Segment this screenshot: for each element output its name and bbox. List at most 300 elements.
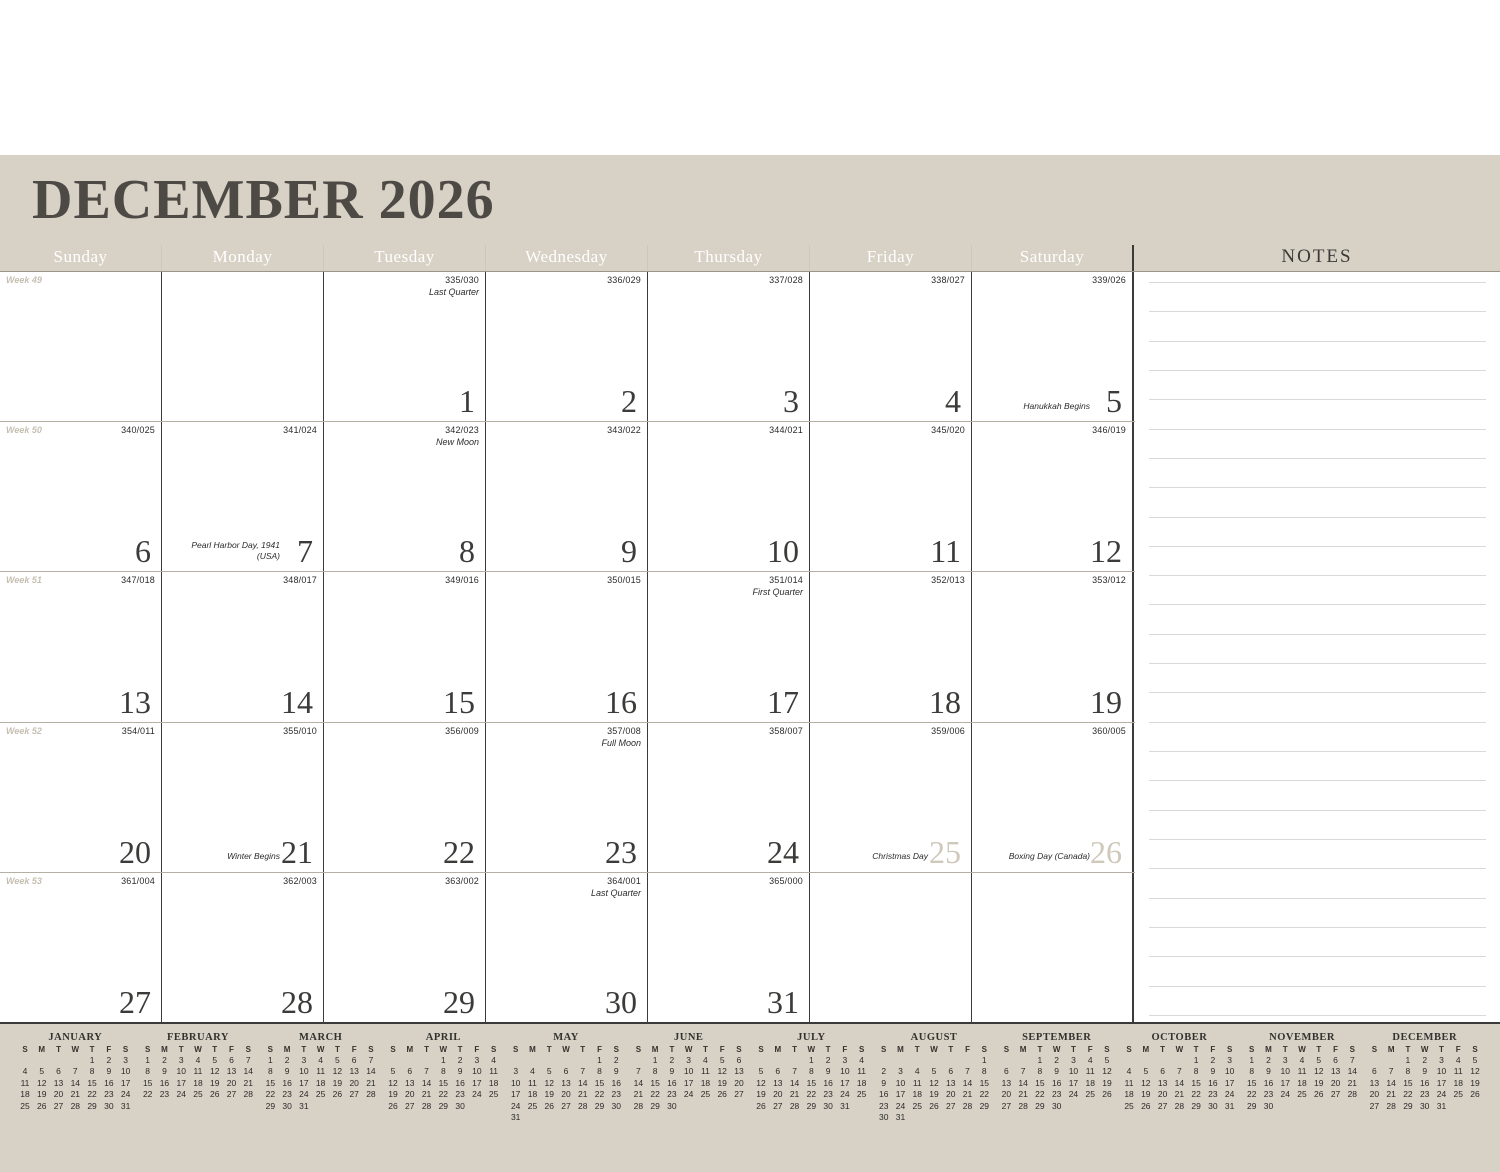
mini-month-weeks bbox=[630, 1055, 747, 1112]
mini-month-title: MARCH bbox=[299, 1032, 343, 1043]
day-cell[interactable] bbox=[486, 572, 648, 721]
mini-weekday-initial: F bbox=[965, 1045, 970, 1054]
mini-day-number: 12 bbox=[544, 1077, 554, 1088]
mini-weekday-initial: T bbox=[1282, 1045, 1288, 1054]
mini-day-number: 12 bbox=[717, 1066, 727, 1077]
mini-day-number bbox=[1368, 1055, 1380, 1066]
mini-weekday-initial: F bbox=[1333, 1045, 1338, 1054]
mini-day-number: 14 bbox=[633, 1077, 644, 1088]
mini-day-number: 5 bbox=[39, 1066, 45, 1077]
moon-phase-label: Last Quarter bbox=[428, 287, 479, 297]
moon-phase-label: Full Moon bbox=[601, 737, 641, 748]
mini-day-number: 24 bbox=[120, 1089, 131, 1100]
mini-day-number: 29 bbox=[438, 1100, 449, 1111]
mini-day-number: 17 bbox=[1224, 1077, 1235, 1088]
mini-weekday-initial: T bbox=[914, 1045, 920, 1054]
mini-week-row bbox=[753, 1089, 870, 1100]
mini-day-number: 1 bbox=[1405, 1055, 1411, 1065]
mini-week-row bbox=[508, 1078, 625, 1089]
day-cell[interactable] bbox=[162, 873, 324, 1022]
mini-weekday-initial: W bbox=[71, 1045, 80, 1054]
day-number: 9 bbox=[621, 533, 637, 570]
mini-day-number: 29 bbox=[594, 1100, 605, 1111]
notes-line bbox=[1149, 604, 1486, 605]
mini-day-number: 25 bbox=[1297, 1089, 1307, 1100]
mini-day-number: 12 bbox=[1141, 1077, 1151, 1088]
mini-weekday-initial: S bbox=[1472, 1045, 1478, 1054]
mini-day-number: 29 bbox=[1035, 1100, 1045, 1111]
day-cell[interactable] bbox=[0, 422, 162, 571]
mini-day-number: 22 bbox=[1191, 1089, 1201, 1100]
mini-day-number: 17 bbox=[1280, 1077, 1290, 1088]
mini-day-number: 6 bbox=[1372, 1066, 1377, 1077]
mini-day-number: 10 bbox=[472, 1066, 482, 1077]
mini-day-number: 22 bbox=[1246, 1089, 1257, 1100]
mini-day-number: 24 bbox=[472, 1089, 482, 1100]
mini-day-number: 19 bbox=[388, 1089, 398, 1100]
day-cell[interactable] bbox=[324, 572, 486, 721]
day-cell-empty bbox=[0, 272, 162, 421]
mini-weekday-initial: M bbox=[651, 1045, 659, 1054]
mini-day-number: 4 bbox=[530, 1066, 535, 1077]
mini-week-row bbox=[998, 1101, 1115, 1112]
mini-weekday-initial: S bbox=[513, 1045, 519, 1054]
day-cell[interactable] bbox=[324, 422, 486, 571]
mini-weekday-initial: T bbox=[1037, 1045, 1043, 1054]
mini-day-number bbox=[978, 1112, 990, 1123]
notes-panel[interactable] bbox=[1135, 272, 1500, 1024]
mini-day-number: 6 bbox=[775, 1066, 781, 1077]
mini-day-number: 23 bbox=[1051, 1089, 1062, 1100]
mini-day-number: 8 bbox=[597, 1066, 602, 1077]
notes-line bbox=[1149, 517, 1486, 518]
mini-day-number: 21 bbox=[366, 1077, 376, 1088]
mini-day-number: 28 bbox=[578, 1100, 588, 1111]
mini-day-number: 12 bbox=[388, 1077, 398, 1088]
mini-day-number: 23 bbox=[282, 1089, 292, 1100]
mini-day-number: 18 bbox=[856, 1077, 867, 1088]
mini-day-number: 7 bbox=[965, 1066, 970, 1077]
moon-phase-label: Last Quarter bbox=[590, 887, 641, 898]
day-number: 24 bbox=[767, 833, 799, 870]
mini-day-number: 19 bbox=[929, 1089, 939, 1100]
notes-line bbox=[1149, 751, 1486, 752]
mini-day-number: 25 bbox=[1085, 1089, 1095, 1100]
mini-day-number: 29 bbox=[265, 1100, 276, 1111]
weekday-header-friday: Friday bbox=[810, 245, 972, 271]
mini-day-number: 17 bbox=[840, 1077, 850, 1088]
mini-day-number: 5 bbox=[719, 1055, 725, 1065]
mini-day-number: 26 bbox=[210, 1089, 220, 1100]
mini-weekday-initial: W bbox=[1298, 1045, 1306, 1054]
julian-date: 353/012 bbox=[1092, 575, 1126, 586]
mini-day-number: 10 bbox=[120, 1066, 131, 1077]
julian-date: 341/024 bbox=[283, 425, 317, 436]
mini-day-number: 21 bbox=[789, 1089, 800, 1100]
julian-date: 358/007 bbox=[769, 725, 803, 736]
notes-header: NOTES bbox=[1281, 246, 1353, 267]
mini-day-number: 6 bbox=[229, 1055, 234, 1065]
mini-day-number: 11 bbox=[193, 1066, 203, 1077]
mini-day-number bbox=[526, 1112, 538, 1123]
mini-day-number: 23 bbox=[611, 1089, 622, 1100]
julian-date: 355/010 bbox=[283, 725, 317, 736]
mini-day-number: 21 bbox=[1174, 1089, 1185, 1100]
mini-day-number bbox=[878, 1055, 890, 1066]
mini-week-row bbox=[630, 1101, 747, 1112]
mini-weekday-initial: T bbox=[1316, 1045, 1322, 1054]
day-cell[interactable] bbox=[972, 723, 1134, 872]
julian-date: 335/030 bbox=[445, 275, 479, 285]
mini-day-number: 8 bbox=[808, 1066, 814, 1077]
mini-day-number: 3 bbox=[513, 1066, 519, 1077]
mini-day-number: 25 bbox=[193, 1089, 203, 1100]
mini-day-number bbox=[610, 1112, 622, 1123]
day-cell[interactable] bbox=[324, 723, 486, 872]
mini-week-row bbox=[1121, 1089, 1238, 1100]
mini-day-number: 3 bbox=[1227, 1055, 1232, 1065]
mini-day-number bbox=[387, 1055, 399, 1066]
mini-month-title: JUNE bbox=[673, 1032, 704, 1043]
mini-day-number: 14 bbox=[1174, 1077, 1185, 1088]
mini-day-number: 27 bbox=[773, 1100, 783, 1111]
mini-day-number: 26 bbox=[388, 1100, 398, 1111]
mini-weekday-initial: T bbox=[580, 1045, 586, 1054]
mini-day-number: 24 bbox=[683, 1089, 694, 1100]
mini-day-number: 15 bbox=[142, 1077, 153, 1088]
day-cell[interactable] bbox=[648, 272, 810, 421]
mini-day-number: 9 bbox=[669, 1066, 675, 1077]
mini-day-number: 1 bbox=[981, 1055, 987, 1065]
mini-day-number: 23 bbox=[823, 1089, 833, 1100]
mini-day-number: 6 bbox=[351, 1055, 357, 1065]
mini-day-number: 3 bbox=[474, 1055, 480, 1065]
notes-line bbox=[1149, 575, 1486, 576]
mini-day-number: 8 bbox=[1037, 1066, 1043, 1077]
day-cell-empty bbox=[810, 873, 972, 1022]
notes-line bbox=[1149, 898, 1486, 899]
mini-weekday-initial: T bbox=[56, 1045, 61, 1054]
mini-day-number: 26 bbox=[37, 1100, 47, 1111]
mini-day-number: 30 bbox=[1051, 1100, 1062, 1111]
mini-day-number bbox=[365, 1101, 377, 1112]
mini-week-row bbox=[1121, 1078, 1238, 1089]
mini-day-number: 3 bbox=[1439, 1055, 1444, 1065]
mini-weekday-initial: T bbox=[178, 1045, 184, 1054]
calendar-week-row bbox=[0, 572, 1135, 722]
mini-day-number: 30 bbox=[455, 1100, 465, 1111]
notes-line bbox=[1149, 722, 1486, 723]
mini-day-number: 22 bbox=[594, 1089, 605, 1100]
weekday-header-row bbox=[0, 245, 1500, 272]
mini-day-number: 18 bbox=[20, 1089, 30, 1100]
mini-weekday-initial: T bbox=[334, 1045, 340, 1054]
mini-week-row bbox=[508, 1055, 625, 1066]
mini-day-number: 28 bbox=[789, 1100, 800, 1111]
mini-day-number: 4 bbox=[859, 1055, 864, 1065]
day-cell[interactable] bbox=[648, 422, 810, 571]
mini-weekday-initial: T bbox=[212, 1045, 218, 1054]
day-cell[interactable] bbox=[162, 572, 324, 721]
mini-day-number: 11 bbox=[857, 1066, 867, 1077]
mini-day-number: 27 bbox=[561, 1100, 571, 1111]
day-cell[interactable] bbox=[810, 723, 972, 872]
mini-day-number: 9 bbox=[825, 1066, 831, 1077]
day-cell[interactable] bbox=[810, 422, 972, 571]
mini-day-number: 13 bbox=[734, 1066, 744, 1077]
mini-week-row bbox=[1366, 1101, 1483, 1112]
mini-day-number: 21 bbox=[633, 1089, 644, 1100]
mini-day-number: 12 bbox=[37, 1077, 47, 1088]
mini-day-number: 14 bbox=[789, 1077, 800, 1088]
mini-day-number: 25 bbox=[527, 1100, 538, 1111]
day-cell[interactable] bbox=[162, 723, 324, 872]
mini-day-number: 11 bbox=[316, 1066, 326, 1077]
mini-month-weekday-row bbox=[876, 1045, 993, 1054]
mini-day-number bbox=[962, 1055, 974, 1066]
day-cell[interactable] bbox=[486, 723, 648, 872]
mini-month-title: APRIL bbox=[425, 1032, 461, 1043]
mini-week-row bbox=[753, 1055, 870, 1066]
day-number: 22 bbox=[443, 833, 475, 870]
notes-line bbox=[1149, 429, 1486, 430]
mini-day-number: 22 bbox=[438, 1089, 449, 1100]
mini-day-number: 8 bbox=[440, 1066, 446, 1077]
mini-day-number: 14 bbox=[1347, 1066, 1358, 1077]
mini-day-number: 28 bbox=[243, 1089, 253, 1100]
mini-day-number: 19 bbox=[332, 1077, 343, 1088]
mini-day-number: 12 bbox=[332, 1066, 343, 1077]
mini-week-row bbox=[17, 1066, 134, 1077]
mini-day-number: 27 bbox=[1157, 1100, 1168, 1111]
mini-day-number: 1 bbox=[89, 1055, 95, 1065]
mini-weekday-initial: S bbox=[1371, 1045, 1378, 1054]
mini-week-row bbox=[876, 1101, 993, 1112]
notes-line bbox=[1149, 927, 1486, 928]
mini-day-number: 28 bbox=[1386, 1100, 1396, 1111]
mini-day-number: 20 bbox=[1330, 1077, 1341, 1088]
day-cell[interactable] bbox=[0, 723, 162, 872]
mini-weekday-initial: F bbox=[229, 1045, 234, 1054]
mini-day-number bbox=[894, 1055, 906, 1066]
week-number-label: Week 50 bbox=[6, 425, 42, 436]
mini-day-number: 18 bbox=[1453, 1077, 1463, 1088]
day-number: 31 bbox=[767, 984, 799, 1021]
mini-day-number: 27 bbox=[226, 1089, 237, 1100]
mini-month-title: NOVEMBER bbox=[1269, 1032, 1335, 1043]
mini-day-number: 7 bbox=[792, 1066, 797, 1077]
mini-month-title: AUGUST bbox=[910, 1032, 958, 1043]
day-cell[interactable] bbox=[972, 272, 1134, 421]
day-cell[interactable] bbox=[324, 272, 486, 421]
mini-day-number bbox=[1157, 1055, 1169, 1066]
mini-day-number: 10 bbox=[176, 1066, 186, 1077]
day-number: 2 bbox=[621, 383, 637, 420]
mini-day-number: 2 bbox=[613, 1055, 619, 1065]
mini-weekday-initial: S bbox=[1126, 1045, 1132, 1054]
mini-day-number bbox=[488, 1101, 500, 1112]
mini-day-number: 28 bbox=[962, 1100, 973, 1111]
mini-day-number: 24 bbox=[1068, 1089, 1079, 1100]
julian-date: 342/023 bbox=[445, 425, 479, 436]
day-cell[interactable] bbox=[162, 422, 324, 571]
weekday-header-sunday: Sunday bbox=[0, 245, 162, 271]
mini-day-number: 19 bbox=[37, 1089, 47, 1100]
mini-day-number: 28 bbox=[421, 1100, 432, 1111]
mini-day-number: 13 bbox=[349, 1066, 359, 1077]
mini-day-number bbox=[1313, 1101, 1325, 1112]
day-cell[interactable] bbox=[486, 272, 648, 421]
mini-week-row bbox=[17, 1078, 134, 1089]
julian-date: 337/028 bbox=[769, 275, 803, 285]
mini-day-number: 18 bbox=[193, 1077, 203, 1088]
mini-day-number: 2 bbox=[669, 1055, 675, 1065]
mini-day-number bbox=[755, 1055, 767, 1066]
day-number: 13 bbox=[119, 683, 151, 720]
mini-day-number: 27 bbox=[405, 1100, 415, 1111]
mini-day-number: 17 bbox=[120, 1077, 131, 1088]
julian-date: 357/008 bbox=[607, 725, 641, 736]
mini-day-number: 11 bbox=[1297, 1066, 1307, 1077]
julian-date: 354/011 bbox=[121, 725, 155, 736]
mini-week-row bbox=[876, 1112, 993, 1123]
mini-day-number: 4 bbox=[22, 1066, 28, 1077]
mini-day-number: 31 bbox=[840, 1100, 850, 1111]
week-number-label: Week 51 bbox=[6, 575, 42, 586]
notes-line bbox=[1149, 1015, 1486, 1016]
mini-weekday-initial: M bbox=[1019, 1045, 1027, 1054]
mini-day-number: 27 bbox=[734, 1089, 744, 1100]
day-cell[interactable] bbox=[648, 873, 810, 1022]
julian-date: 343/022 bbox=[607, 425, 641, 436]
notes-line bbox=[1149, 986, 1486, 987]
mini-day-number: 24 bbox=[1280, 1089, 1290, 1100]
day-cell-empty bbox=[972, 873, 1134, 1022]
day-cell[interactable] bbox=[810, 572, 972, 721]
mini-week-row bbox=[753, 1101, 870, 1112]
day-cell[interactable] bbox=[0, 873, 162, 1022]
mini-week-row bbox=[876, 1055, 993, 1066]
mini-day-number: 23 bbox=[159, 1089, 170, 1100]
mini-day-number: 29 bbox=[650, 1100, 660, 1111]
mini-week-row bbox=[140, 1055, 257, 1066]
day-cell[interactable] bbox=[324, 873, 486, 1022]
mini-week-row bbox=[262, 1101, 379, 1112]
day-cell[interactable] bbox=[648, 572, 810, 721]
day-cell[interactable] bbox=[486, 873, 648, 1022]
mini-day-number: 5 bbox=[1104, 1055, 1110, 1065]
mini-week-row bbox=[508, 1066, 625, 1077]
mini-day-number: 12 bbox=[1470, 1066, 1480, 1077]
mini-day-number: 20 bbox=[1369, 1089, 1380, 1100]
mini-day-number: 2 bbox=[1266, 1055, 1271, 1065]
mini-day-number: 24 bbox=[1224, 1089, 1235, 1100]
julian-date: 339/026 bbox=[1092, 275, 1126, 285]
mini-day-number bbox=[856, 1101, 868, 1112]
mini-weekday-initial: W bbox=[1420, 1045, 1429, 1054]
mini-day-number: 15 bbox=[265, 1077, 276, 1088]
mini-weekday-initial: T bbox=[825, 1045, 831, 1054]
julian-date: 340/025 bbox=[121, 425, 155, 436]
week-number-label: Week 49 bbox=[6, 275, 42, 285]
mini-day-number: 6 bbox=[1004, 1066, 1009, 1077]
mini-day-number: 8 bbox=[652, 1066, 658, 1077]
notes-line bbox=[1149, 370, 1486, 371]
day-cell[interactable] bbox=[972, 572, 1134, 721]
mini-week-row bbox=[262, 1055, 379, 1066]
mini-day-number: 17 bbox=[1068, 1077, 1079, 1088]
mini-day-number: 4 bbox=[318, 1055, 323, 1065]
mini-day-number: 13 bbox=[946, 1077, 956, 1088]
mini-day-number bbox=[560, 1112, 572, 1123]
mini-day-number: 11 bbox=[701, 1066, 710, 1077]
mini-day-number: 30 bbox=[878, 1112, 889, 1123]
notes-line bbox=[1149, 634, 1486, 635]
mini-day-number: 17 bbox=[176, 1077, 186, 1088]
day-cell[interactable] bbox=[972, 422, 1134, 571]
mini-weekday-initial: S bbox=[1249, 1045, 1255, 1054]
mini-day-number bbox=[560, 1055, 572, 1066]
mini-day-number: 26 bbox=[332, 1089, 343, 1100]
mini-week-row bbox=[140, 1066, 257, 1077]
mini-day-number: 25 bbox=[700, 1089, 711, 1100]
calendar-week-row bbox=[0, 272, 1135, 422]
mini-day-number: 6 bbox=[56, 1066, 61, 1077]
mini-weekday-initial: T bbox=[89, 1045, 95, 1054]
mini-day-number: 25 bbox=[912, 1100, 922, 1111]
mini-weekday-initial: S bbox=[1349, 1045, 1355, 1054]
mini-weekday-initial: S bbox=[758, 1045, 764, 1054]
mini-day-number: 22 bbox=[87, 1089, 97, 1100]
day-cell[interactable] bbox=[0, 572, 162, 721]
mini-day-number: 9 bbox=[881, 1077, 887, 1088]
mini-day-number: 16 bbox=[1051, 1077, 1062, 1088]
mini-day-number: 7 bbox=[580, 1066, 586, 1077]
day-cell[interactable] bbox=[648, 723, 810, 872]
mini-day-number: 22 bbox=[142, 1089, 153, 1100]
mini-day-number: 21 bbox=[1347, 1077, 1358, 1088]
mini-day-number: 4 bbox=[703, 1055, 708, 1065]
mini-day-number bbox=[1000, 1055, 1012, 1066]
mini-day-number: 22 bbox=[979, 1089, 990, 1100]
mini-day-number: 2 bbox=[106, 1055, 112, 1065]
mini-day-number bbox=[69, 1055, 81, 1066]
mini-week-row bbox=[262, 1066, 379, 1077]
mini-day-number bbox=[911, 1112, 923, 1123]
mini-week-row bbox=[1244, 1101, 1361, 1112]
weekday-header-monday: Monday bbox=[162, 245, 324, 271]
mini-weekday-initial: T bbox=[424, 1045, 429, 1054]
mini-day-number: 24 bbox=[1436, 1089, 1447, 1100]
mini-day-number bbox=[315, 1101, 327, 1112]
day-cell[interactable] bbox=[810, 272, 972, 421]
mini-day-number: 14 bbox=[962, 1077, 973, 1088]
day-cell[interactable] bbox=[486, 422, 648, 571]
mini-day-number: 17 bbox=[510, 1089, 521, 1100]
mini-day-number: 8 bbox=[267, 1066, 273, 1077]
mini-day-number: 18 bbox=[1124, 1089, 1134, 1100]
mini-weekday-initial: W bbox=[562, 1045, 570, 1054]
mini-day-number bbox=[928, 1055, 940, 1066]
mini-month-weeks bbox=[1366, 1055, 1483, 1112]
mini-day-number: 18 bbox=[700, 1077, 711, 1088]
mini-week-row bbox=[1366, 1078, 1483, 1089]
mini-weekday-initial: S bbox=[368, 1045, 374, 1054]
mini-day-number bbox=[632, 1055, 644, 1066]
mini-day-number: 18 bbox=[527, 1089, 538, 1100]
day-number: 17 bbox=[767, 683, 799, 720]
mini-day-number: 7 bbox=[1349, 1055, 1355, 1065]
